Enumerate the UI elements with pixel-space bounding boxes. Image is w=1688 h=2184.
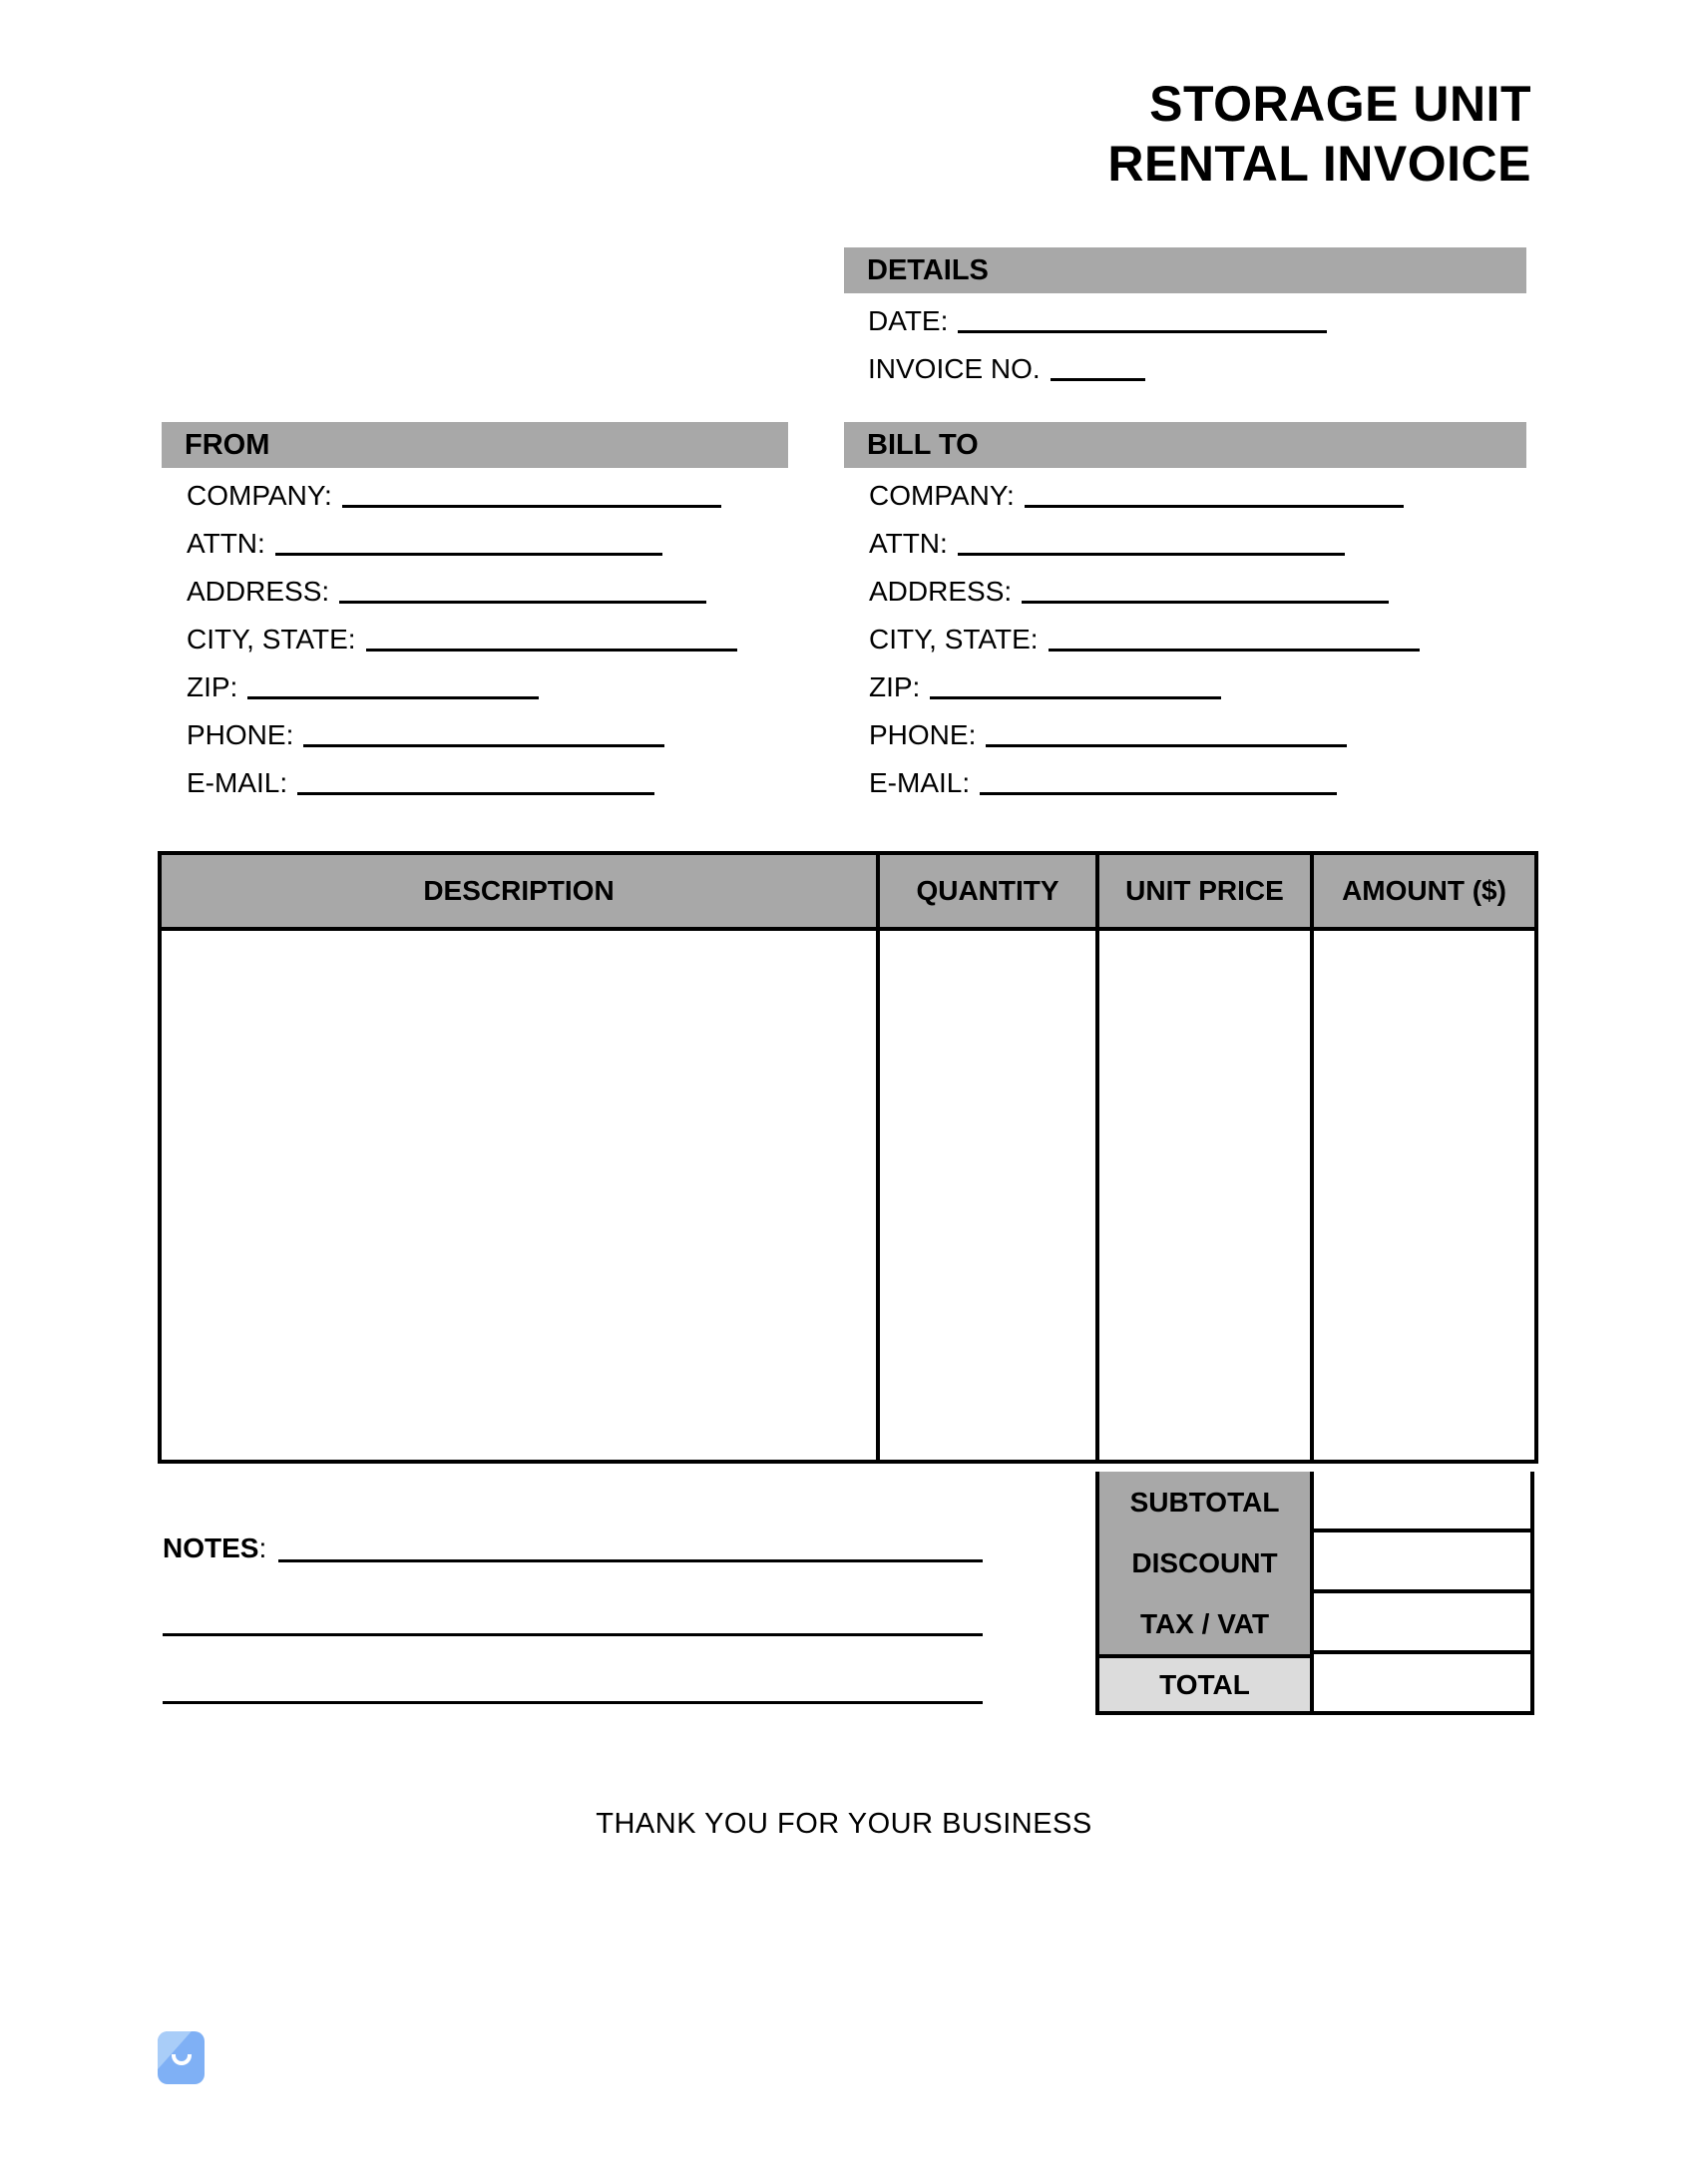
bill-to-attn-row: [844, 516, 1526, 564]
from-city-state-label: CITY, STATE:: [187, 624, 356, 655]
notes-input-line-3[interactable]: [163, 1636, 983, 1704]
discount-value-cell[interactable]: [1310, 1532, 1534, 1593]
from-email-row: [162, 755, 788, 803]
unit-price-cell[interactable]: [1097, 929, 1312, 1462]
discount-label: DISCOUNT: [1095, 1532, 1310, 1593]
bill-to-address-label: ADDRESS:: [869, 576, 1013, 607]
items-body-row: [160, 929, 1536, 1462]
bill-to-city-state-input-line[interactable]: [1049, 649, 1420, 652]
notes-input-line-1[interactable]: [278, 1559, 983, 1562]
logo-smile-arc: [172, 2054, 192, 2065]
amount-cell[interactable]: [1312, 929, 1536, 1462]
bill-to-email-input-line[interactable]: [980, 792, 1337, 795]
page-title: [1107, 74, 1531, 194]
bill-to-address-input-line[interactable]: [1022, 601, 1389, 604]
subtotal-value-cell[interactable]: [1310, 1472, 1534, 1532]
total-label: TOTAL: [1095, 1654, 1310, 1715]
total-value-cell[interactable]: [1310, 1654, 1534, 1715]
bill-to-email-row: [844, 755, 1526, 803]
from-zip-label: ZIP:: [187, 671, 238, 702]
invoice-no-label: INVOICE NO.: [868, 353, 1041, 384]
totals-block: [1095, 1472, 1534, 1715]
date-label: DATE:: [868, 305, 949, 336]
line-items-table: [158, 851, 1538, 1464]
tax-vat-label: TAX / VAT: [1095, 1593, 1310, 1654]
column-header-quantity: QUANTITY: [878, 853, 1097, 929]
bill-to-attn-input-line[interactable]: [958, 553, 1345, 556]
from-email-label: E-MAIL:: [187, 767, 288, 798]
bill-to-city-state-label: CITY, STATE:: [869, 624, 1039, 655]
bill-to-section: [844, 422, 1526, 803]
from-company-row: [162, 468, 788, 516]
tax-vat-value-cell[interactable]: [1310, 1593, 1534, 1654]
notes-section: [163, 1525, 983, 1704]
invoice-no-input-line[interactable]: [1051, 378, 1145, 381]
bill-to-phone-input-line[interactable]: [986, 744, 1347, 747]
details-section: [844, 247, 1526, 389]
bill-to-company-input-line[interactable]: [1025, 505, 1404, 508]
bill-to-email-label: E-MAIL:: [869, 767, 971, 798]
thank-you-message: THANK YOU FOR YOUR BUSINESS: [596, 1808, 1092, 1840]
date-field-row: [844, 293, 1526, 341]
page-title-line2: RENTAL INVOICE: [1107, 136, 1531, 192]
column-header-amount: AMOUNT ($): [1312, 853, 1536, 929]
subtotal-label: SUBTOTAL: [1095, 1472, 1310, 1532]
from-email-input-line[interactable]: [297, 792, 654, 795]
description-cell[interactable]: [160, 929, 878, 1462]
from-heading: FROM: [162, 422, 788, 468]
bill-to-phone-label: PHONE:: [869, 719, 977, 750]
from-zip-input-line[interactable]: [247, 696, 539, 699]
invoice-no-field-row: [844, 341, 1526, 389]
column-header-description: DESCRIPTION: [160, 853, 878, 929]
bill-to-company-label: COMPANY:: [869, 480, 1015, 511]
bill-to-attn-label: ATTN:: [869, 528, 948, 559]
from-attn-label: ATTN:: [187, 528, 265, 559]
notes-label: NOTES: [163, 1532, 259, 1563]
from-address-label: ADDRESS:: [187, 576, 330, 607]
notes-row: [163, 1525, 983, 1568]
quantity-cell[interactable]: [878, 929, 1097, 1462]
from-company-input-line[interactable]: [342, 505, 721, 508]
bill-to-city-state-row: [844, 612, 1526, 659]
notes-colon: :: [258, 1532, 267, 1563]
from-city-state-row: [162, 612, 788, 659]
from-attn-input-line[interactable]: [275, 553, 662, 556]
smile-page-logo-icon: [158, 2031, 205, 2084]
from-phone-input-line[interactable]: [303, 744, 664, 747]
bill-to-company-row: [844, 468, 1526, 516]
date-input-line[interactable]: [958, 330, 1327, 333]
bill-to-zip-input-line[interactable]: [930, 696, 1221, 699]
items-header-row: [160, 853, 1536, 929]
from-phone-label: PHONE:: [187, 719, 294, 750]
from-zip-row: [162, 659, 788, 707]
bill-to-zip-label: ZIP:: [869, 671, 921, 702]
from-phone-row: [162, 707, 788, 755]
page-title-line1: STORAGE UNIT: [1149, 76, 1531, 132]
from-city-state-input-line[interactable]: [366, 649, 737, 652]
bill-to-zip-row: [844, 659, 1526, 707]
from-company-label: COMPANY:: [187, 480, 332, 511]
bill-to-phone-row: [844, 707, 1526, 755]
notes-input-line-2[interactable]: [163, 1568, 983, 1636]
bill-to-address-row: [844, 564, 1526, 612]
from-attn-row: [162, 516, 788, 564]
details-heading: DETAILS: [844, 247, 1526, 293]
from-section: [162, 422, 788, 803]
from-address-row: [162, 564, 788, 612]
column-header-unit-price: UNIT PRICE: [1097, 853, 1312, 929]
bill-to-heading: BILL TO: [844, 422, 1526, 468]
from-address-input-line[interactable]: [339, 601, 706, 604]
